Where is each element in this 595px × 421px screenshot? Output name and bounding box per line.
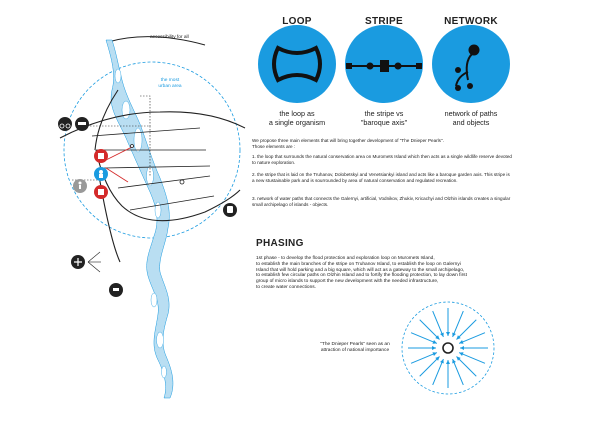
icon-restaurant — [94, 167, 108, 181]
network-icon — [432, 25, 510, 103]
concept-title-stripe: STRIPE — [365, 16, 403, 27]
radial-arrow-line — [433, 311, 444, 337]
concept-caption-stripe: the stripe vs "baroque axis" — [360, 109, 408, 127]
radial-arrow-line — [433, 359, 444, 385]
radial-arrow-line — [411, 333, 437, 344]
concept-caption-network: network of paths and objects — [444, 109, 498, 127]
icon-deer — [109, 283, 123, 297]
loop-icon — [258, 25, 336, 103]
icon-bus — [94, 149, 108, 163]
description-intro: We propose three main elements that will bring together development of "The Dnieper Pearls". Those elements are : — [252, 138, 444, 149]
concept-title-loop: LOOP — [282, 16, 312, 27]
icon-car — [75, 117, 89, 131]
radial-arrow-head — [432, 346, 436, 350]
icon-airplane — [71, 255, 85, 269]
radial-arrow-head — [446, 332, 450, 336]
icon-train — [223, 203, 237, 217]
arrows-from-airplane — [88, 252, 101, 272]
accessibility-label: accessibility for all — [150, 35, 189, 40]
radial-arrow-head — [460, 346, 464, 350]
description-point-3: 3. network of water paths that connects the Galernyi, artificial, Vodnikov, Zhukiv, Kricachyi and Olzhin islands creates a singular small archipelago of islands - objects. — [252, 196, 511, 207]
radial-arrow-line — [411, 353, 437, 364]
radial-arrow-line — [453, 359, 464, 385]
attraction-caption: "The Dnieper Pearls" seen as an attraction of national importance — [320, 342, 390, 353]
phasing-text: 1st phase - to develop the flood protection and exploration loop on Muromets Island, to establish the main branches of the stripe on Truhanov Island, to establish the loop on Galernyi Island that will hold parking and a big square, which will act as a gateway to the small archipelago, to establish few circular paths on Olzhin Island and to fortify the flooding protection, to lay down first group of micro islands to support the new development with the needed infrastructure, to create water connections. — [256, 256, 467, 290]
description-point-2: 2. the stripe that is laid on the Truhanov, Dolobetskyi and Venetsiankyi island and acts like a baroque garden axis. This stripe is a new stustainable park and is sourrounded by area of natural conservation and regulated recreation. — [252, 172, 510, 183]
radial-arrow-line — [459, 353, 485, 364]
radial-arrow-line — [459, 333, 485, 344]
radial-arrow-line — [420, 320, 440, 340]
urban-area-label: the most urban area — [158, 78, 182, 89]
radial-arrow-line — [420, 356, 440, 376]
radial-arrow-line — [456, 356, 476, 376]
radial-arrow-head — [446, 360, 450, 364]
phasing-title: PHASING — [256, 238, 304, 249]
concept-caption-loop: the loop as a single organism — [268, 109, 326, 127]
radial-arrow-line — [453, 311, 464, 337]
description-point-1: 1. the loop that surrounds the natural conservation area on Muromets Island which then acts as a single wildlife reserve devoted to nature exploration. — [252, 154, 512, 165]
red-routes — [106, 146, 134, 182]
icon-wc — [94, 185, 108, 199]
icon-pedestrian — [73, 179, 87, 193]
concept-title-network: NETWORK — [444, 16, 498, 27]
radial-arrow-line — [456, 320, 476, 340]
icon-cycle — [58, 117, 72, 131]
